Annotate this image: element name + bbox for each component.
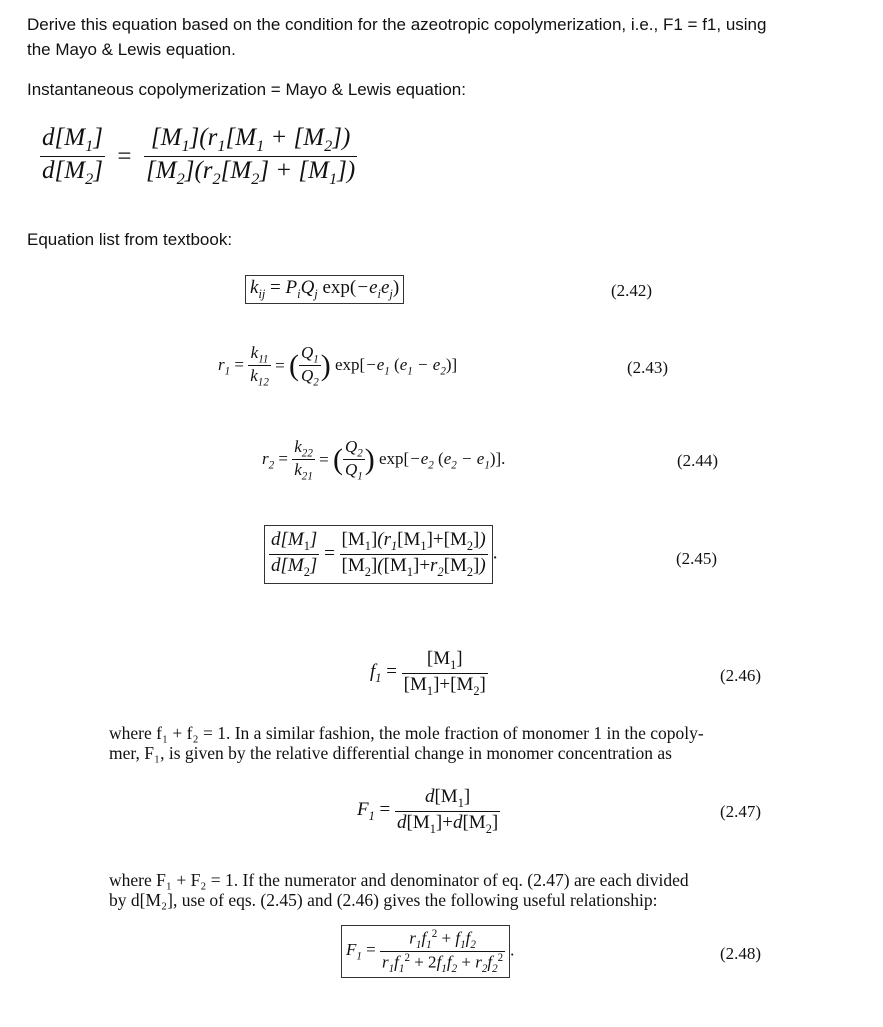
paragraph-1-line-1: where f₁ + f₂ = 1. In a similar fashion, the mole fraction of monomer 1 in the copoly- — [109, 723, 704, 743]
eq-number-2-43: (2.43) — [627, 358, 669, 377]
eq-number-2-45: (2.45) — [676, 549, 718, 568]
paragraph-2-line-1: where F₁ + F₂ = 1. If the numerator and denominator of eq. (2.47) are each divided — [109, 870, 689, 890]
intro-line-2: the Mayo & Lewis equation. — [27, 40, 236, 59]
eq-number-2-48: (2.48) — [720, 944, 762, 963]
equation-2-46: $f_1$ = $\frac{[M_1]}{[M_1]+[M_2]}$ — [370, 648, 486, 698]
eq-number-2-46: (2.46) — [720, 666, 762, 685]
equation-2-42: $k_{ij} = P_iQ_j$ $\exp(-e_ie_j)$ — [245, 275, 404, 304]
eq-number-2-42: (2.42) — [611, 281, 653, 300]
paragraph-2-line-2: by d[M₂], use of eqs. (2.45) and (2.46) gives the following useful relationship: — [109, 890, 658, 910]
eq-number-2-47: (2.47) — [720, 802, 762, 821]
paragraph-1-line-2: mer, F₁, is given by the relative differential change in monomer concentration as — [109, 743, 672, 763]
equation-2-47: $F_1$ = $\frac{d[M_1]}{d[M_1]+d[M_2]}$ — [357, 786, 499, 836]
equation-2-48: $F_1$ = $\frac{r_1f_1^2 + f_1f_2}{r_1f_1^2 + 2f_1f_2 + r_2f_2^2}$ . — [341, 925, 514, 978]
mayo-lewis-equation: $\frac{d[M_1]}{d[M_2]}$ = $\frac{[M_1](r_1[M_1 + [M_2])}{[M_2](r_2[M_2] + [M_1])}$ — [42, 124, 356, 188]
equation-2-43: $r_1$ = $\frac{k_{11}}{k_{12}}$ = ( $\frac{Q_1}{Q_2}$ ) $\exp[-e_1$ $(e_1 - e_2)$] — [218, 343, 458, 389]
intro-line-3: Instantaneous copolymerization = Mayo & Lewis equation: — [27, 80, 466, 99]
eq-number-2-44: (2.44) — [677, 451, 719, 470]
intro-line-1: Derive this equation based on the condition for the azeotropic copolymerization, i.e., F1 = f1, using — [27, 15, 767, 34]
equation-2-44: $r_2$ = $\frac{k_{22}}{k_{21}}$ = ( $\frac{Q_2}{Q_1}$ ) $\exp[-e_2$ $(e_2 - e_1)$]. — [262, 437, 506, 483]
intro-line-4: Equation list from textbook: — [27, 230, 233, 249]
equation-2-45: $\frac{d[M_1]}{d[M_2]}$ = $\frac{[M_1](r_1[M_1]+[M_2])}{[M_2]([M_1]+r_2[M_2])}$ . — [264, 525, 497, 584]
